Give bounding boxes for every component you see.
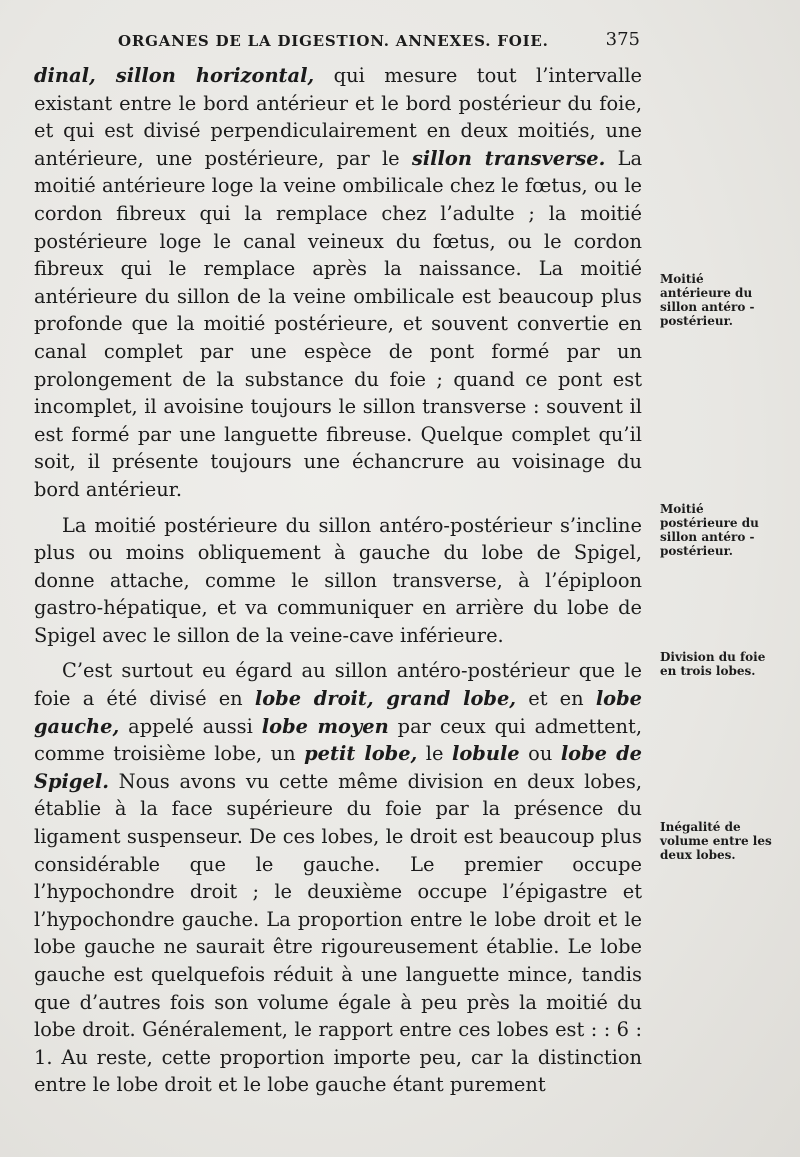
text-run: C’est surtout eu égard au sillon antéro-postérieur que le foie a été divisé en xyxy=(34,659,642,711)
italic-term: petit lobe, xyxy=(304,742,418,766)
text-run: par ceux qui admettent, comme troisième lobe, un xyxy=(34,714,642,766)
paragraph-2 xyxy=(34,512,642,650)
text-run: le xyxy=(417,742,452,766)
italic-term: lobe gauche, xyxy=(34,687,643,738)
text-run: Nous avons vu cette même division en deux lobes, établie à la face supérieure du foie par la présence du ligament suspenseur. De ces lobes, le droit est beaucoup plus considérable que le gauche. Le premier occupe l’hypochondre droit ; le deuxième occupe l’épigastre et l’hypochondre gauche. La proportion entre le lobe droit et le lobe gauche ne saurait être rigoureusement établie. Le lobe gauche est quelquefois réduit à une languette mince, tandis que d’autres fois son volume égale à peu près la moitié du lobe droit. Généralement, le rapport entre ces lobes est : : 6 : 1. Au reste, cette proportion importe peu, car la distinction entre le lobe droit et le lobe gauche étant purement xyxy=(34,769,642,1097)
text-run: ou xyxy=(519,742,561,766)
text-run: et en xyxy=(516,687,596,711)
margin-note-3: Division du foie en trois lobes. xyxy=(660,650,766,678)
italic-term: sillon transverse. xyxy=(411,146,606,170)
header-title: ORGANES DE LA DIGESTION. ANNEXES. FOIE. xyxy=(118,32,549,50)
italic-term: lobe moyen xyxy=(261,714,389,738)
paragraph-1 xyxy=(34,62,642,504)
italic-term: lobule xyxy=(451,742,520,766)
margin-note-4: Inégalité de volume entre les deux lobes. xyxy=(660,820,772,862)
text-run: appelé aussi xyxy=(119,714,262,738)
text-run: La moitié antérieure loge la veine ombilicale chez le fœtus, ou le cordon fibreux qui la remplace chez l’adulte ; la moitié postérieure loge le canal veineux du fœtus, ou le cordon fibreux qui le remplace après la naissance. La moitié antérieure du sillon de la veine ombilicale est beaucoup plus profonde que la moitié postérieure, et souvent convertie en canal complet par une espèce de pont formé par un prolongement de la substance du foie ; quand ce pont est incomplet, il avoisine toujours le sillon transverse : souvent il est formé par une languette fibreuse. Quelque complet qu’il soit, il présente toujours une échancrure au voisinage du bord antérieur. xyxy=(34,146,643,501)
text-run: qui mesure tout l’intervalle existant entre le bord antérieur et le bord postérieur du foie, et qui est divisé perpendiculairement en deux moitiés, une antérieure, une postérieure, par le xyxy=(34,64,642,170)
main-text xyxy=(34,62,642,1099)
margin-note-2: Moitié postérieure du sillon antéro - postérieur. xyxy=(660,502,759,558)
running-header xyxy=(118,29,640,56)
page-number: 375 xyxy=(605,29,640,50)
text-run: La moitié postérieure du sillon antéro-postérieur s’incline plus ou moins obliquement à gauche du lobe de Spigel, donne attache, comme le sillon transverse, à l’épiploon gastro-hépatique, et va communiquer en arrière du lobe de Spigel avec le sillon de la veine-cave inférieure. xyxy=(34,513,642,647)
paragraph-3 xyxy=(34,657,642,1099)
italic-term: dinal, sillon horizontal, xyxy=(34,64,315,87)
margin-note-1: Moitié antérieure du sillon antéro - postérieur. xyxy=(660,272,755,328)
italic-term: lobe de Spigel. xyxy=(34,742,642,793)
italic-term: lobe droit, grand lobe, xyxy=(254,687,517,711)
